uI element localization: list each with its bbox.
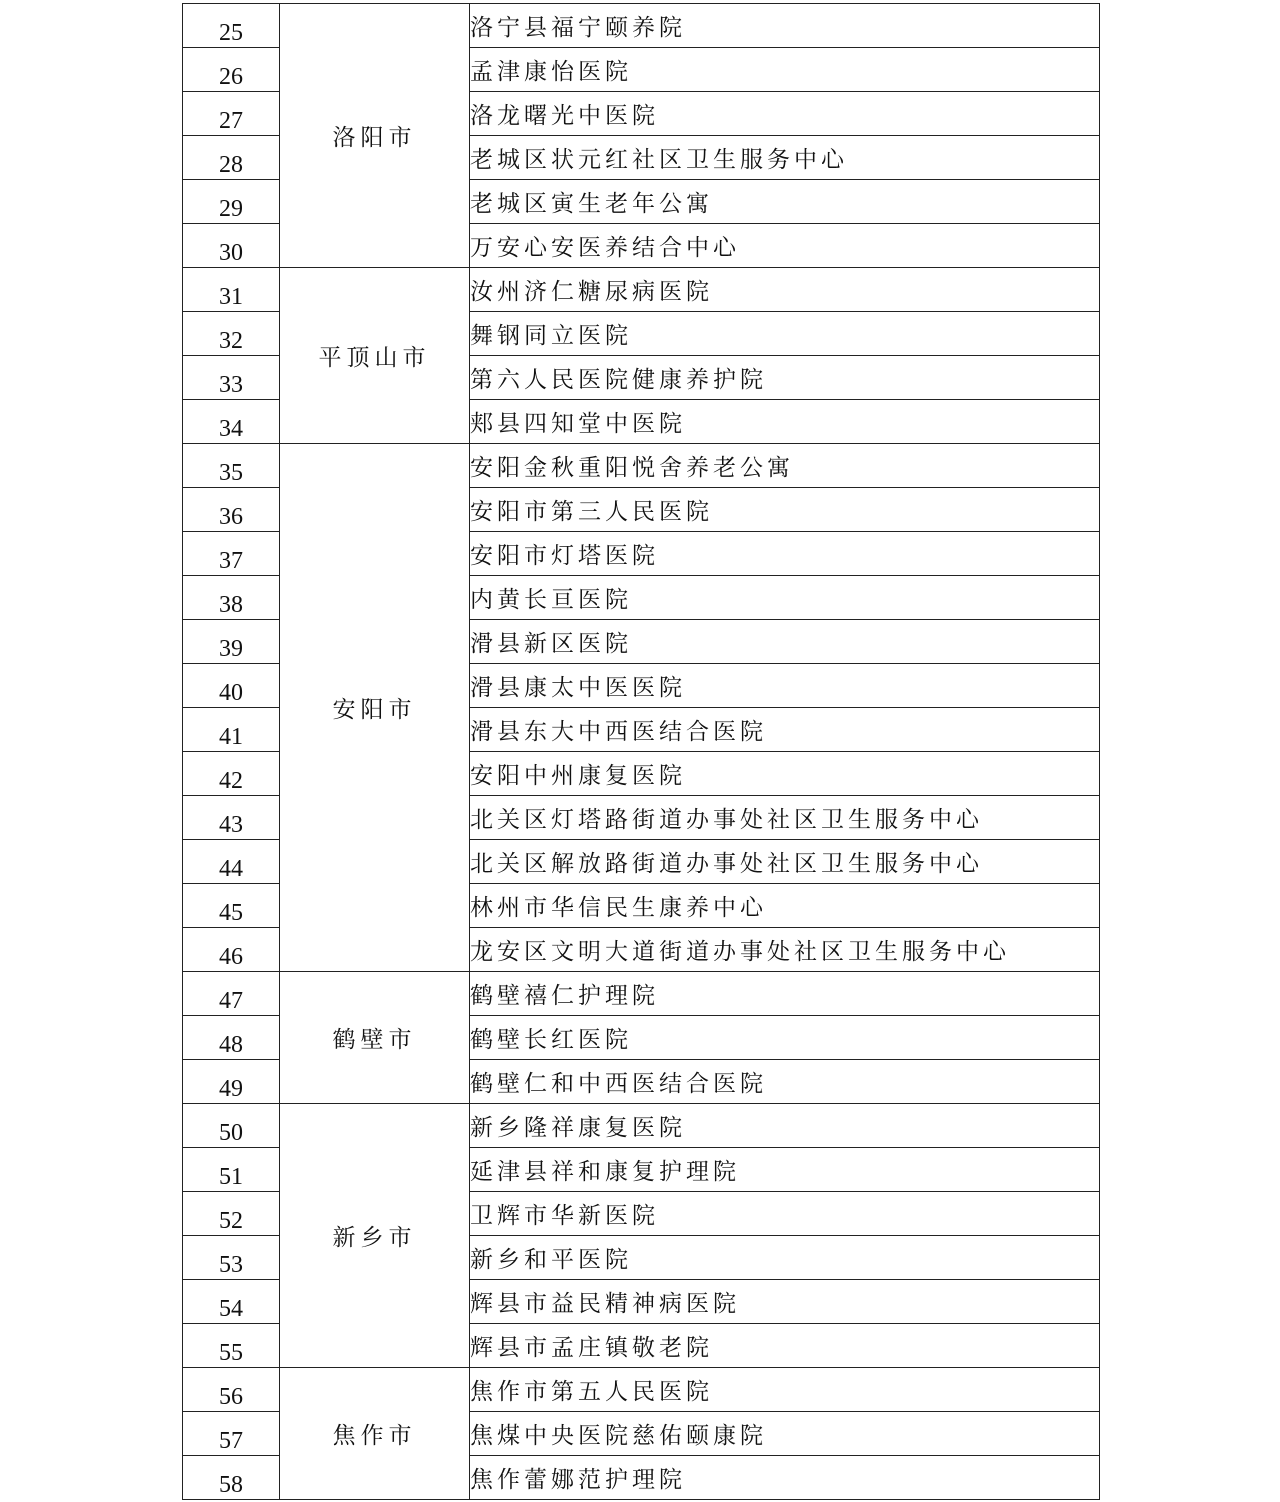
row-number-cell: 42 bbox=[183, 752, 280, 796]
row-number-cell: 41 bbox=[183, 708, 280, 752]
table-row bbox=[183, 268, 1100, 312]
row-number-cell: 28 bbox=[183, 136, 280, 180]
city-cell: 洛阳市 bbox=[280, 4, 470, 268]
institution-name-cell: 内黄长亘医院 bbox=[470, 576, 1100, 620]
row-number-cell: 45 bbox=[183, 884, 280, 928]
row-number-cell: 26 bbox=[183, 48, 280, 92]
row-number-cell: 31 bbox=[183, 268, 280, 312]
row-number-cell: 52 bbox=[183, 1192, 280, 1236]
institution-name-cell: 新乡隆祥康复医院 bbox=[470, 1104, 1100, 1148]
row-number-cell: 55 bbox=[183, 1324, 280, 1368]
city-cell: 新乡市 bbox=[280, 1104, 470, 1368]
row-number-cell: 53 bbox=[183, 1236, 280, 1280]
institution-name-cell: 卫辉市华新医院 bbox=[470, 1192, 1100, 1236]
row-number-cell: 46 bbox=[183, 928, 280, 972]
institution-name-cell: 鹤壁仁和中西医结合医院 bbox=[470, 1060, 1100, 1104]
row-number-cell: 35 bbox=[183, 444, 280, 488]
institution-name-cell: 滑县东大中西医结合医院 bbox=[470, 708, 1100, 752]
row-number-cell: 57 bbox=[183, 1412, 280, 1456]
row-number-cell: 37 bbox=[183, 532, 280, 576]
table-row bbox=[183, 4, 1100, 48]
row-number-cell: 56 bbox=[183, 1368, 280, 1412]
table-row bbox=[183, 444, 1100, 488]
institution-table-body bbox=[183, 4, 1100, 1500]
institution-name-cell: 鹤壁长红医院 bbox=[470, 1016, 1100, 1060]
institution-name-cell: 洛龙曙光中医院 bbox=[470, 92, 1100, 136]
institution-name-cell: 滑县新区医院 bbox=[470, 620, 1100, 664]
institution-name-cell: 北关区解放路街道办事处社区卫生服务中心 bbox=[470, 840, 1100, 884]
institution-name-cell: 延津县祥和康复护理院 bbox=[470, 1148, 1100, 1192]
row-number-cell: 50 bbox=[183, 1104, 280, 1148]
row-number-cell: 51 bbox=[183, 1148, 280, 1192]
row-number-cell: 44 bbox=[183, 840, 280, 884]
institution-name-cell: 孟津康怡医院 bbox=[470, 48, 1100, 92]
row-number-cell: 38 bbox=[183, 576, 280, 620]
row-number-cell: 39 bbox=[183, 620, 280, 664]
city-cell: 焦作市 bbox=[280, 1368, 470, 1500]
city-cell: 安阳市 bbox=[280, 444, 470, 972]
institution-name-cell: 安阳金秋重阳悦舍养老公寓 bbox=[470, 444, 1100, 488]
institution-name-cell: 安阳市第三人民医院 bbox=[470, 488, 1100, 532]
institution-name-cell: 洛宁县福宁颐养院 bbox=[470, 4, 1100, 48]
institution-name-cell: 安阳市灯塔医院 bbox=[470, 532, 1100, 576]
institution-name-cell: 焦作蕾娜范护理院 bbox=[470, 1456, 1100, 1500]
institution-name-cell: 北关区灯塔路街道办事处社区卫生服务中心 bbox=[470, 796, 1100, 840]
row-number-cell: 47 bbox=[183, 972, 280, 1016]
institution-name-cell: 新乡和平医院 bbox=[470, 1236, 1100, 1280]
institution-name-cell: 滑县康太中医医院 bbox=[470, 664, 1100, 708]
row-number-cell: 49 bbox=[183, 1060, 280, 1104]
row-number-cell: 30 bbox=[183, 224, 280, 268]
institution-name-cell: 万安心安医养结合中心 bbox=[470, 224, 1100, 268]
row-number-cell: 33 bbox=[183, 356, 280, 400]
row-number-cell: 29 bbox=[183, 180, 280, 224]
row-number-cell: 25 bbox=[183, 4, 280, 48]
row-number-cell: 36 bbox=[183, 488, 280, 532]
institution-name-cell: 焦煤中央医院慈佑颐康院 bbox=[470, 1412, 1100, 1456]
institution-name-cell: 林州市华信民生康养中心 bbox=[470, 884, 1100, 928]
row-number-cell: 34 bbox=[183, 400, 280, 444]
institution-table bbox=[182, 3, 1100, 1500]
institution-name-cell: 焦作市第五人民医院 bbox=[470, 1368, 1100, 1412]
table-row bbox=[183, 972, 1100, 1016]
institution-name-cell: 辉县市益民精神病医院 bbox=[470, 1280, 1100, 1324]
table-row bbox=[183, 1368, 1100, 1412]
institution-name-cell: 辉县市孟庄镇敬老院 bbox=[470, 1324, 1100, 1368]
institution-name-cell: 鹤壁禧仁护理院 bbox=[470, 972, 1100, 1016]
row-number-cell: 27 bbox=[183, 92, 280, 136]
institution-name-cell: 龙安区文明大道街道办事处社区卫生服务中心 bbox=[470, 928, 1100, 972]
row-number-cell: 32 bbox=[183, 312, 280, 356]
row-number-cell: 54 bbox=[183, 1280, 280, 1324]
institution-name-cell: 老城区寅生老年公寓 bbox=[470, 180, 1100, 224]
row-number-cell: 48 bbox=[183, 1016, 280, 1060]
institution-name-cell: 安阳中州康复医院 bbox=[470, 752, 1100, 796]
institution-name-cell: 第六人民医院健康养护院 bbox=[470, 356, 1100, 400]
row-number-cell: 58 bbox=[183, 1456, 280, 1500]
city-cell: 平顶山市 bbox=[280, 268, 470, 444]
row-number-cell: 43 bbox=[183, 796, 280, 840]
institution-name-cell: 老城区状元红社区卫生服务中心 bbox=[470, 136, 1100, 180]
institution-name-cell: 汝州济仁糖尿病医院 bbox=[470, 268, 1100, 312]
institution-name-cell: 舞钢同立医院 bbox=[470, 312, 1100, 356]
row-number-cell: 40 bbox=[183, 664, 280, 708]
city-cell: 鹤壁市 bbox=[280, 972, 470, 1104]
institution-name-cell: 郏县四知堂中医院 bbox=[470, 400, 1100, 444]
table-row bbox=[183, 1104, 1100, 1148]
